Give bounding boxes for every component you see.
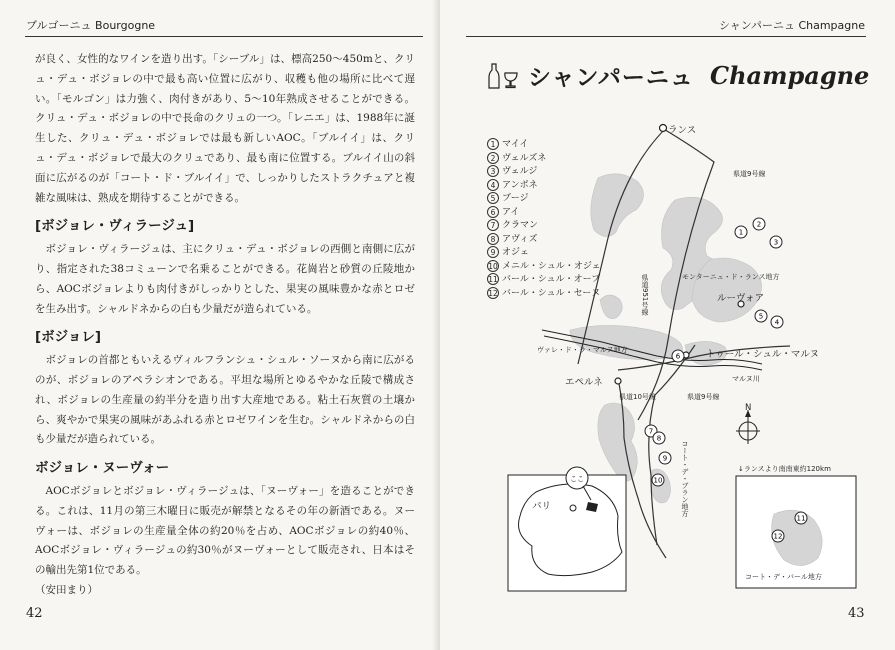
section-heading-villages: [ボジョレ・ヴィラージュ]	[35, 218, 195, 235]
legend-item: 2 ヴェルズネ	[487, 152, 601, 166]
route951-label: 県道951号線	[641, 274, 649, 316]
legend-item: 10 メニル・シュル・オジェ	[488, 261, 601, 271]
village-marker-6	[672, 350, 684, 362]
legend-item: 3 ヴェルジ	[487, 165, 601, 179]
inset-distance-note: ↓ランスより南南東約120km	[738, 465, 831, 473]
france-inset	[508, 467, 626, 591]
body-text	[35, 50, 415, 601]
paris-marker	[570, 505, 576, 511]
here-label: ここ	[570, 475, 584, 483]
epernay-marker	[615, 378, 621, 384]
route10-label: 県道10号線	[619, 393, 656, 401]
page-number-left: 42	[26, 606, 43, 621]
village-marker-12	[772, 530, 784, 542]
page-number-right: 43	[848, 606, 865, 621]
village-marker-3	[770, 236, 782, 248]
vallee-label: ヴァレ・ド・ラ・マルヌ地方	[537, 346, 628, 354]
svg-text:3: 3	[773, 238, 779, 247]
map-legend	[487, 138, 601, 300]
legend-item: 11 バール・シュル・オーブ	[488, 274, 601, 285]
compass-icon	[736, 410, 760, 444]
village-marker-9	[659, 452, 671, 464]
cote-des-bar-label: コート・デ・バール地方	[745, 573, 822, 581]
legend-item: 9 オジェ	[487, 246, 601, 260]
svg-text:2: 2	[756, 220, 762, 229]
section-heading-nouveau: ボジョレ・ヌーヴォー	[35, 460, 170, 477]
section-body-beaujolais: ボジョレの首都ともいえるヴィルフランシュ・シュル・ソーヌから南に広がるのが、ボジョレのアペラシオンである。平坦な場所とゆるやかな丘陵で構成され、ボジョレの生産量の約半分を造り出す大産地である。粘土石灰質の土壌から、爽やかで果実の風味があふれる赤とロゼワインを生む。シャルドネからの白も少量だが造られている。	[35, 354, 415, 446]
map-title-english: Champagne	[710, 61, 870, 90]
cote-des-blancs-label: コート・デ・ブラン地方	[681, 440, 689, 517]
legend-item: 8 アヴィズ	[487, 233, 601, 247]
north-label: N	[745, 403, 752, 413]
paris-label: パリ	[532, 501, 552, 512]
svg-text:4: 4	[774, 318, 780, 327]
svg-text:8: 8	[656, 434, 662, 443]
svg-text:5: 5	[758, 312, 764, 321]
louvois-label: ルーヴォア	[717, 293, 765, 304]
running-head-right: シャンパーニュ Champagne	[718, 19, 865, 32]
author-signature: （安田まり）	[35, 583, 98, 596]
village-marker-11	[795, 512, 807, 524]
champagne-map	[440, 0, 895, 650]
route9-bottom-label: 県道9号線	[687, 393, 720, 401]
map-title-japanese: シャンパーニュ	[528, 65, 694, 91]
svg-text:9: 9	[662, 454, 668, 463]
legend-item: 4 アンボネ	[487, 179, 601, 193]
legend-item: 1 マイイ	[487, 138, 601, 152]
svg-text:1: 1	[738, 228, 744, 237]
legend-item: 5 ブージ	[487, 192, 601, 206]
route9-top-label: 県道9号線	[733, 170, 766, 178]
svg-text:10: 10	[653, 476, 663, 485]
reims-label: ランス	[668, 125, 697, 136]
legend-item: 7 クラマン	[487, 219, 601, 233]
intro-paragraph: が良く、女性的なワインを造り出す。「シーブル」は、標高250～450mと、クリュ・デュ・ボジョレの中で最も高い位置に広がり、収穫も他の場所に比べて遅い。「モルゴン」は力強く、肉付きがあり、5～10年熟成させることができる。クリュ・デュ・ボジョレの中で長命のクリュの一つ。「レニエ」は、1988年に誕生した、クリュ・デュ・ボジョレでは最も新しいAOC。「ブルイイ」は、クリュ・デュ・ボジョレで最大のクリュであり、最も南に位置する。ブルイイ山の斜面に広がるのが「コート・ド・ブルイイ」で、しっかりしたストラクチュアと複雑な風味は、熟成を期待することができる。	[35, 53, 415, 204]
svg-text:11: 11	[796, 514, 806, 523]
section-heading-beaujolais: [ボジョレ]	[35, 329, 102, 346]
svg-text:12: 12	[773, 532, 783, 541]
header-rule-left	[25, 36, 423, 37]
legend-item: 12 バール・シュル・セーヌ	[488, 288, 601, 298]
village-marker-5	[755, 310, 767, 322]
legend-item: 6 アイ	[487, 206, 601, 220]
reims-marker	[660, 125, 667, 132]
tours-label: トゥール・シュル・マルヌ	[706, 349, 820, 360]
section-body-nouveau: AOCボジョレとボジョレ・ヴィラージュは、「ヌーヴォー」を造ることができる。これは、11月の第三木曜日に販売が解禁となるその年の新酒である。ヌーヴォーは、ボジョレの生産量全体の約20％を占め、AOCボジョレの約40％、AOCボジョレ・ヴィラージュの約30％がヌーヴォーとして販売され、日本はその輸出先第1位である。	[35, 484, 415, 577]
running-head-left: ブルゴーニュ Bourgogne	[26, 19, 156, 32]
svg-text:6: 6	[675, 352, 681, 361]
section-body-villages: ボジョレ・ヴィラージュは、主にクリュ・デュ・ボジョレの西側と南側に広がり、指定された38コミューンで名乗ることができる。花崗岩と砂質の丘陵地から、AOCボジョレよりも肉付きがしっかりとした、果実の風味豊かな赤とロゼを生み出す。シャルドネからの白も少量だが造られている。	[35, 243, 415, 315]
marne-river-label: マルヌ川	[732, 375, 760, 383]
village-marker-10	[652, 474, 664, 486]
village-marker-1	[735, 226, 747, 238]
village-marker-4	[771, 316, 783, 328]
epernay-label: エペルネ	[565, 377, 603, 388]
village-marker-8	[653, 432, 665, 444]
svg-text:7: 7	[648, 427, 654, 436]
village-marker-2	[753, 218, 765, 230]
left-page	[0, 0, 440, 650]
montagne-label: モンターニュ・ド・ランス地方	[682, 273, 780, 281]
